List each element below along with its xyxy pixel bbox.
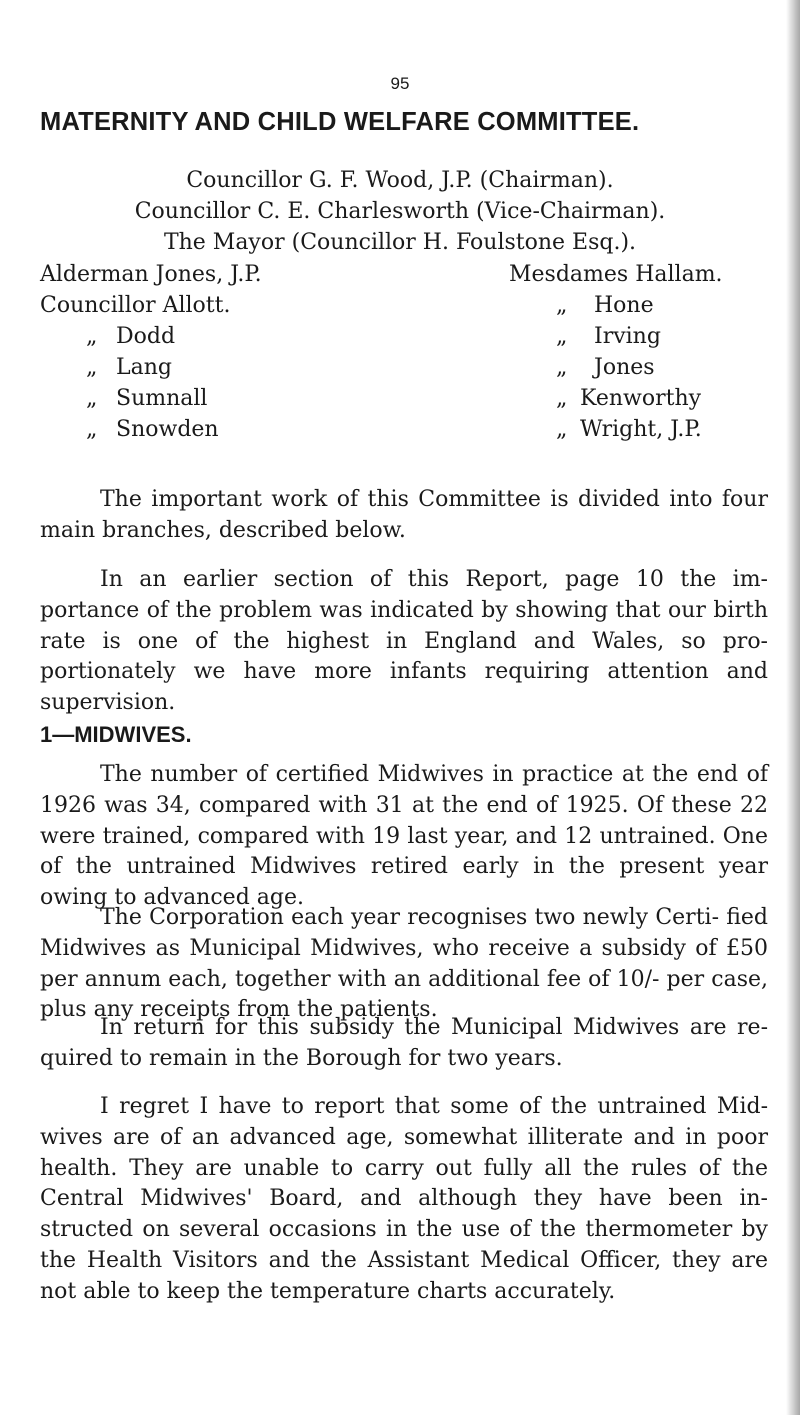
member-right-mesdames: Mesdames Hallam. bbox=[509, 262, 723, 287]
earlier-section-paragraph: In an earlier section of this Report, page 10 the im- portance of the problem was indicated by showing that our birth rate is one of the highest in England and Wales, so pro- portionately we have more infants requiring attention and supervision. bbox=[40, 567, 768, 716]
ditto-mark: „ bbox=[556, 324, 568, 349]
midwives-paragraph: In return for this subsidy the Municipal Midwives are re- quired to remain in the Borough for two years. bbox=[40, 1015, 768, 1071]
ditto-mark: „ bbox=[86, 417, 98, 442]
member-right-name: Irving bbox=[594, 324, 661, 349]
midwives-paragraph: I regret I have to report that some of the untrained Mid- wives are of an advanced age, somewhat illiterate and in poor health. They are unable to carry out fully all the rules of the Central Midwives' Board, and although they have been in- structed on several occasions in the use of the thermometer by the Health Visitors and the Assistant Medical Officer, they are not able to keep the temperature charts accurately. bbox=[40, 1094, 768, 1304]
page-number: 95 bbox=[390, 74, 410, 93]
member-right-name: Wright, J.P. bbox=[580, 417, 702, 442]
chairman-line: Councillor G. F. Wood, J.P. (Chairman). bbox=[186, 168, 614, 193]
intro-paragraph: The important work of this Committee is divided into four main branches, described below. bbox=[40, 487, 768, 543]
ditto-mark: „ bbox=[86, 324, 98, 349]
ditto-mark: „ bbox=[86, 355, 98, 380]
midwives-paragraph: The number of certified Midwives in practice at the end of 1926 was 34, compared with 31 at the end of 1925. Of these 22 were trained, compared with 19 last year, and 12 untrained. One of the untrained Midwives retired early in the present year owing to advanced age. bbox=[40, 762, 768, 911]
vice-chairman-line: Councillor C. E. Charlesworth (Vice-Chairman). bbox=[134, 199, 666, 224]
midwives-paragraph: The Corporation each year recognises two newly Certi- fied Midwives as Municipal Midwives, who receive a subsidy of £50 per annum each, together with an additional fee of 10/- per case, plus any receipts from the patients. bbox=[40, 905, 768, 1023]
member-left-alderman: Alderman Jones, J.P. bbox=[40, 262, 262, 287]
member-left-name: Dodd bbox=[116, 324, 176, 349]
ditto-mark: „ bbox=[556, 386, 568, 411]
ditto-mark: „ bbox=[86, 386, 98, 411]
member-right-name: Hone bbox=[594, 293, 654, 318]
ditto-mark: „ bbox=[556, 293, 568, 318]
mayor-line: The Mayor (Councillor H. Foulstone Esq.). bbox=[163, 230, 637, 255]
member-left-name: Sumnall bbox=[116, 386, 208, 411]
ditto-mark: „ bbox=[556, 417, 568, 442]
page-title: MATERNITY AND CHILD WELFARE COMMITTEE. bbox=[40, 108, 640, 136]
ditto-mark: „ bbox=[556, 355, 568, 380]
member-left-allott: Councillor Allott. bbox=[40, 293, 231, 318]
section-heading-midwives: 1—MIDWIVES. bbox=[40, 722, 192, 747]
member-right-name: Jones bbox=[594, 355, 655, 380]
member-left-name: Snowden bbox=[116, 417, 219, 442]
page-edge-shadow bbox=[786, 0, 800, 1415]
member-left-name: Lang bbox=[116, 355, 172, 380]
member-right-name: Kenworthy bbox=[580, 386, 702, 411]
